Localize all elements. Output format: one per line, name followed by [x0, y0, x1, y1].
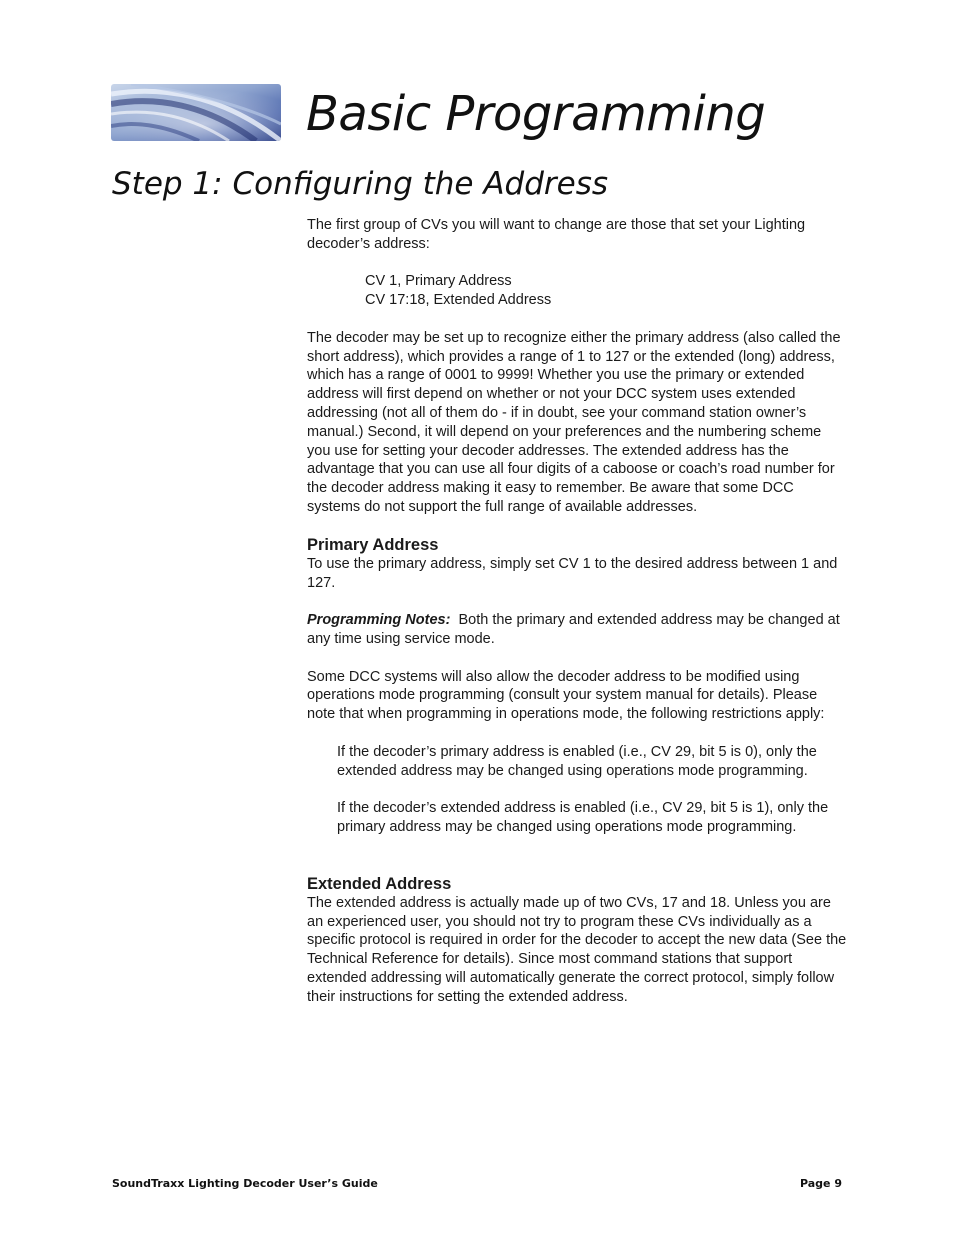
main-content: [307, 216, 847, 1006]
footer-page-number: Page 9: [799, 1177, 842, 1190]
intro-paragraph: The first group of CVs you will want to change are those that set your Lighting decoder’s address:: [307, 217, 806, 252]
programming-notes-label: Programming Notes:: [307, 612, 451, 629]
operations-mode-paragraph: Some DCC systems will also allow the decoder address to be modified using operations mode programming (consult your system manual for details). Please note that when programming in operations mode, the following restrictions apply:: [307, 668, 825, 723]
restriction-item: If the decoder’s extended address is enabled (i.e., CV 29, bit 5 is 1), only the primary address may be changed using operations mode programming.: [337, 800, 829, 835]
cv-list-item: CV 17:18, Extended Address: [365, 292, 552, 309]
programming-notes-text: Both the primary and extended address may be changed at any time using service mode.: [307, 612, 840, 647]
overview-paragraph: The decoder may be set up to recognize either the primary address (also called the short address), which provides a range of 1 to 127 or the extended (long) address, which has a range of 0001 to 9999! Whether you use the primary or extended address will first depend on whether or not your DCC system uses extended addressing (not all of them do - if in doubt, see your command station owner’s manual.) Second, it will depend on your preferences and the numbering scheme you use for setting your decoder addresses. The extended address has the advantage that you can use all four digits of a caboose or coach’s road number for the decoder address making it easy to remember. Be aware that some DCC systems do not support the full range of available addresses.: [307, 329, 841, 515]
chapter-title: Basic Programming: [306, 86, 766, 142]
section-title: Step 1: Configuring the Address: [112, 166, 609, 202]
extended-address-heading: Extended Address: [307, 874, 452, 893]
footer-guide-title: SoundTraxx Lighting Decoder User’s Guide: [112, 1177, 378, 1190]
header-swoosh-graphic: [111, 84, 281, 141]
restriction-item: If the decoder’s primary address is enabled (i.e., CV 29, bit 5 is 0), only the extended address may be changed using operations mode programming.: [337, 743, 817, 779]
cv-list-item: CV 1, Primary Address: [365, 273, 512, 290]
blue-swoosh-icon: [111, 84, 281, 141]
extended-address-paragraph: The extended address is actually made up of two CVs, 17 and 18. Unless you are an experienced user, you should not try to program these CVs individually as a specific protocol is required in order for the decoder to accept the new data (See the Technical Reference for details). Since most command stations that support extended addressing will automatically generate the correct protocol, simply follow their instructions for setting the extended address.: [307, 894, 847, 1005]
cv-list: [365, 272, 847, 310]
programming-notes-paragraph: [307, 611, 847, 649]
primary-address-heading: Primary Address: [307, 535, 439, 554]
primary-address-paragraph: To use the primary address, simply set CV 1 to the desired address between 1 and 127.: [307, 555, 838, 591]
